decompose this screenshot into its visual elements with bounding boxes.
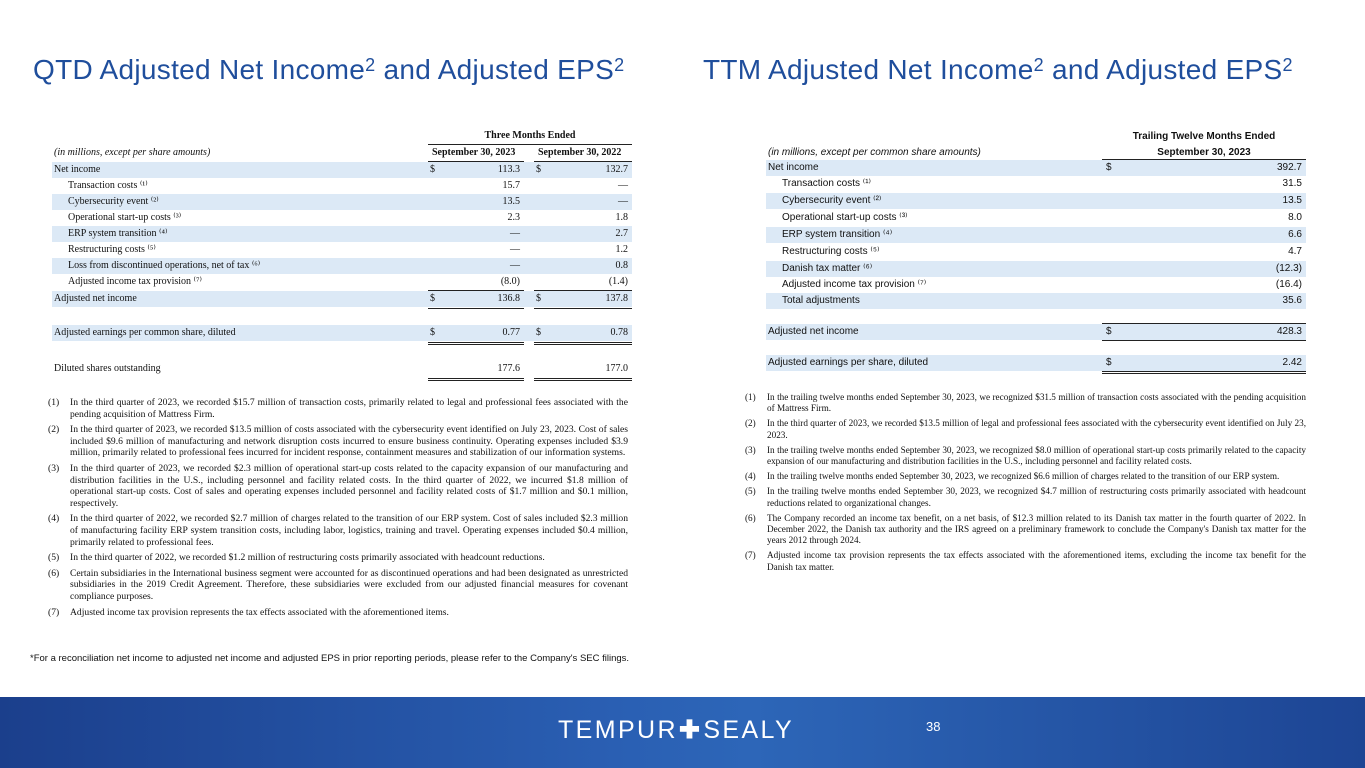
note-number: (1) — [48, 397, 60, 408]
note-number: (3) — [745, 444, 756, 455]
cell-value: 13.5 — [1282, 195, 1302, 206]
cell-value: 2.42 — [1282, 357, 1302, 368]
table-row — [52, 226, 632, 242]
cell-value: 392.7 — [1276, 162, 1302, 173]
note-item — [48, 607, 628, 619]
note-item — [48, 513, 628, 548]
rule-line — [534, 308, 632, 309]
rule-line — [1102, 371, 1306, 372]
rule-line — [428, 342, 524, 343]
note-text: In the trailing twelve months ended September 30, 2023, we recognized $6.6 million of charges related to the transition of our ERP system. — [767, 471, 1280, 482]
table-row — [52, 162, 632, 178]
cell-value: 13.5 — [502, 196, 520, 207]
cell-value: 0.77 — [502, 327, 520, 338]
logo-text: SEALY — [703, 716, 795, 744]
cell-value: 4.7 — [1288, 246, 1302, 257]
cell-value: 8.0 — [1288, 212, 1302, 223]
period-header: Trailing Twelve Months Ended — [1132, 131, 1276, 142]
cell-value: $ — [430, 327, 435, 338]
cell-value: — — [510, 260, 520, 271]
note-number: (5) — [745, 486, 756, 497]
note-item — [745, 486, 1306, 508]
row-label: Adjusted earnings per share, diluted — [768, 357, 929, 368]
logo-text: TEMPUR — [558, 716, 678, 744]
row-label: Net income — [768, 162, 819, 173]
note-number: (2) — [48, 424, 60, 436]
table-row — [52, 361, 632, 377]
row-label: Adjusted income tax provision ⁽⁷⁾ — [68, 276, 202, 287]
cell-value: — — [510, 244, 520, 255]
cell-value: — — [510, 228, 520, 239]
note-number: (1) — [745, 392, 756, 402]
table-row — [52, 194, 632, 210]
table-row — [52, 325, 632, 341]
note-text: In the third quarter of 2023, we recorded $13.5 million of costs associated with the cybersecurity event identified on July 23, 2023. Cost of sales included $9.6 million of manufacturing and network disruption costs incurred to ensure business continuity. Operating expenses included $3.9 million, primarily related to professional fees incurred for incident response, containment measures and stabilization of our information systems. — [70, 424, 628, 459]
row-label: Adjusted net income — [768, 326, 859, 337]
cell-value: 132.7 — [605, 164, 628, 175]
cell-value: 177.0 — [605, 363, 628, 374]
footnote-ref: 2 — [1282, 55, 1293, 75]
table-row — [52, 178, 632, 194]
note-number: (7) — [48, 606, 60, 618]
company-logo — [558, 715, 794, 745]
note-item — [745, 471, 1306, 482]
cell-value: (16.4) — [1275, 279, 1302, 290]
note-number: (3) — [48, 462, 60, 474]
cell-value: 0.8 — [615, 260, 628, 271]
row-label: Cybersecurity event ⁽²⁾ — [68, 196, 159, 207]
rule-line — [534, 342, 632, 343]
row-label: Transaction costs ⁽¹⁾ — [68, 180, 148, 191]
note-item — [48, 397, 628, 420]
table-row — [52, 210, 632, 226]
row-label: Diluted shares outstanding — [54, 363, 161, 374]
cell-value: (1.4) — [608, 276, 628, 287]
note-number: (4) — [48, 513, 60, 525]
table-row — [766, 193, 1306, 209]
period-header: Three Months Ended — [428, 128, 632, 145]
cell-value: — — [618, 196, 628, 207]
cell-value: 2.3 — [507, 212, 520, 223]
note-text: In the trailing twelve months ended September 30, 2023, we recognized $8.0 million of operational start-up costs primarily related to the capacity expansion of our manufacturing and distribution facilities in the U.S., including personnel and facility related costs. — [767, 444, 1306, 467]
cell-value: $ — [1106, 357, 1112, 368]
row-label: ERP system transition ⁽⁴⁾ — [782, 229, 893, 240]
note-text: In the trailing twelve months ended September 30, 2023, we recognized $4.7 million of restructuring costs primarily associated with headcount reductions related to organizational changes. — [767, 486, 1306, 508]
note-text: Adjusted income tax provision represents the tax effects associated with the aforementioned items. — [70, 606, 449, 618]
rule-line — [428, 308, 524, 309]
cell-value: 35.6 — [1282, 295, 1302, 306]
note-text: The Company recorded an income tax benefit, on a net basis, of $12.3 million related to its Danish tax matter in the fourth quarter of 2022. In December 2022, the Danish tax authority and the IRS agreed on a preliminary framework to conclude the Company's Danish tax matter for the years 2012 through 2024. — [767, 512, 1306, 546]
column-header-2023: September 30, 2023 — [1157, 147, 1251, 158]
row-label: Transaction costs ⁽¹⁾ — [782, 178, 872, 189]
title-text: and Adjusted EPS — [375, 54, 615, 85]
cell-value: 177.6 — [497, 363, 520, 374]
rule-line — [1102, 373, 1306, 374]
note-number: (5) — [48, 552, 60, 564]
cell-value: (12.3) — [1275, 263, 1302, 274]
note-number: (4) — [745, 471, 756, 482]
table-row — [766, 244, 1306, 260]
note-text: In the third quarter of 2022, we recorded $1.2 million of restructuring costs primarily associated with headcount reductions. — [70, 552, 545, 564]
title-text: and Adjusted EPS — [1043, 54, 1283, 85]
note-item — [48, 463, 628, 509]
note-text: In the third quarter of 2022, we recorded $2.7 million of charges related to the transition of our ERP system. Cost of sales included $2.3 million of manufacturing facility ERP system transition costs, including labor, logistics, training and travel. Operating expenses included $0.4 million, primarily related to professional fees. — [70, 513, 628, 548]
rule-line — [428, 344, 524, 345]
row-label: Loss from discontinued operations, net of tax ⁽⁶⁾ — [68, 260, 261, 271]
rule-line — [534, 344, 632, 345]
table-row — [52, 291, 632, 307]
note-item — [745, 550, 1306, 572]
cell-value: 2.7 — [615, 228, 628, 239]
cell-value: 15.7 — [502, 180, 520, 191]
cell-value: (8.0) — [500, 276, 520, 287]
note-item — [745, 418, 1306, 440]
rule-line — [1102, 340, 1306, 341]
title-text: QTD Adjusted Net Income — [33, 54, 366, 85]
units-label: (in millions, except per share amounts) — [54, 147, 211, 158]
title-text: TTM Adjusted Net Income — [703, 54, 1034, 85]
note-text: In the third quarter of 2023, we recorded $2.3 million of operational start-up costs related to the capacity expansion of our manufacturing and distribution facilities in the U.S., including personnel and facility related costs. In the third quarter of 2022, we incurred $1.8 million of operational start-up costs. Cost of sales and operating expenses included personnel and facility related costs of $1.7 million and $0.1 million, respectively. — [70, 462, 628, 509]
column-header-2023: September 30, 2023 — [432, 147, 516, 158]
row-label: Total adjustments — [782, 295, 860, 306]
cell-value: 0.78 — [610, 327, 628, 338]
note-text: In the third quarter of 2023, we recorded $15.7 million of transaction costs, primarily related to legal and professional fees associated with the pending acquisition of Mattress Firm. — [70, 397, 628, 420]
cell-value: 31.5 — [1282, 178, 1302, 189]
ttm-title — [703, 54, 1293, 86]
note-number: (6) — [745, 512, 756, 523]
row-label: Cybersecurity event ⁽²⁾ — [782, 195, 882, 206]
note-text: In the trailing twelve months ended September 30, 2023, we recognized $31.5 million of transaction costs associated with the pending acquisition of Mattress Firm. — [767, 392, 1306, 414]
rule-line — [534, 378, 632, 379]
table-row — [766, 176, 1306, 192]
cell-value: 1.2 — [615, 244, 628, 255]
cell-value: 6.6 — [1288, 229, 1302, 240]
cell-value: $ — [536, 293, 541, 304]
row-label: Restructuring costs ⁽⁵⁾ — [68, 244, 156, 255]
note-item — [745, 513, 1306, 547]
cell-value: $ — [1106, 162, 1112, 173]
cell-value: 1.8 — [615, 212, 628, 223]
footnote-ref: 2 — [1033, 55, 1044, 75]
note-text: Adjusted income tax provision represents the tax effects associated with the aforementioned items, excluding the income tax benefit for the Danish tax matter. — [767, 550, 1306, 572]
cell-value: $ — [536, 164, 541, 175]
ttm-notes — [745, 392, 1306, 577]
note-item — [745, 445, 1306, 467]
note-item — [48, 424, 628, 459]
cell-value: 428.3 — [1276, 326, 1302, 337]
page-number: 38 — [926, 719, 941, 734]
rule-line — [428, 380, 524, 381]
cell-value: 137.8 — [605, 293, 628, 304]
note-number: (2) — [745, 418, 756, 429]
table-row — [766, 277, 1306, 293]
qtd-title — [33, 54, 624, 86]
footer-bar — [0, 697, 1365, 768]
table-row — [766, 355, 1306, 371]
cell-value: 136.8 — [497, 293, 520, 304]
cell-value: $ — [430, 293, 435, 304]
note-number: (6) — [48, 567, 60, 579]
table-row — [52, 258, 632, 274]
row-label: Adjusted net income — [54, 293, 137, 304]
row-label: Operational start-up costs ⁽³⁾ — [782, 212, 908, 223]
note-number: (7) — [745, 550, 756, 561]
cell-value: $ — [1106, 326, 1112, 337]
table-row — [766, 261, 1306, 277]
row-label: Danish tax matter ⁽⁶⁾ — [782, 263, 873, 274]
note-text: Certain subsidiaries in the International business segment were accounted for as discontinued operations and had been designated as unrestricted subsidiaries in the 2019 Credit Agreement. Therefore, these subsidiaries were excluded from our adjusted financial measures for covenant compliance purposes. — [70, 567, 628, 602]
row-label: Adjusted earnings per common share, diluted — [54, 327, 236, 338]
table-row — [766, 324, 1306, 340]
row-label: Adjusted income tax provision ⁽⁷⁾ — [782, 279, 927, 290]
rule-line — [428, 378, 524, 379]
table-row — [766, 293, 1306, 309]
cell-value: — — [618, 180, 628, 191]
row-label: Restructuring costs ⁽⁵⁾ — [782, 246, 880, 257]
units-label: (in millions, except per common share amounts) — [768, 147, 981, 158]
table-row — [766, 210, 1306, 226]
table-row — [52, 274, 632, 290]
note-item — [48, 552, 628, 564]
table-row — [766, 227, 1306, 243]
table-row — [52, 242, 632, 258]
footnote-ref: 2 — [365, 55, 376, 75]
row-label: ERP system transition ⁽⁴⁾ — [68, 228, 168, 239]
table-row — [766, 160, 1306, 176]
cell-value: 113.3 — [497, 164, 520, 175]
cell-value: $ — [536, 327, 541, 338]
note-item — [48, 568, 628, 603]
row-label: Net income — [54, 164, 101, 175]
reconciliation-footnote: *For a reconciliation net income to adjusted net income and adjusted EPS in prior reporting periods, please refer to the Company's SEC filings. — [30, 653, 630, 664]
note-text: In the third quarter of 2023, we recorded $13.5 million of legal and professional fees associated with the cybersecurity event identified on July 23, 2023. — [767, 418, 1306, 440]
qtd-notes — [48, 397, 628, 622]
column-header-2022: September 30, 2022 — [538, 147, 622, 158]
plus-icon: ✚ — [678, 716, 703, 744]
cell-value: $ — [430, 164, 435, 175]
row-label: Operational start-up costs ⁽³⁾ — [68, 212, 182, 223]
note-item — [745, 392, 1306, 414]
footnote-ref: 2 — [614, 55, 625, 75]
rule-line — [534, 380, 632, 381]
